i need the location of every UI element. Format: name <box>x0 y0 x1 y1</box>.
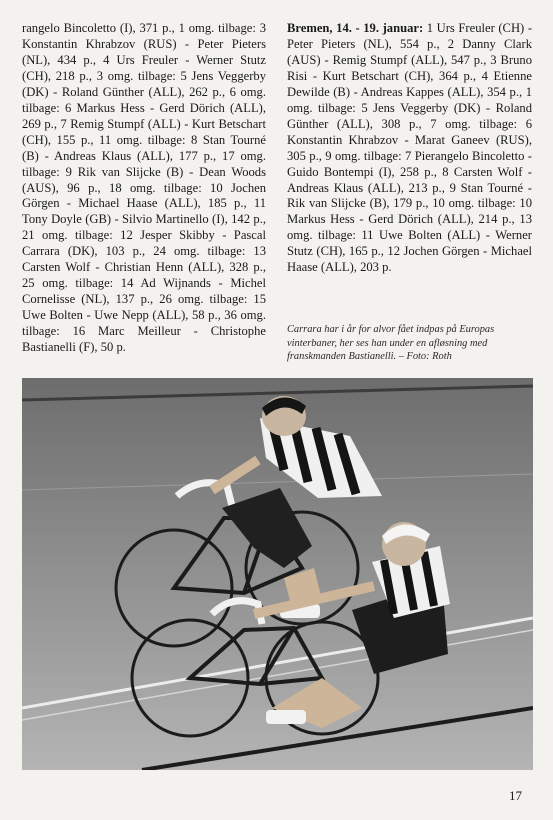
page-number: 17 <box>509 788 522 803</box>
race-results: 1 Urs Freuler (CH) - Peter Pieters (NL), 554 p., 2 Danny Clark (AUS) - Remig Stumpf (ALL), 547 p., 3 Bruno Risi - Kurt Betschart (CH), 364 p., 4 Etienne Dewilde (B) - Andreas Kappes (ALL), 354 p., 1 omg. tilbage: 5 Jens Veggerby (DK) - Roland Günther (ALL), 308 p., 7 omg. tilbage: 6 Konstantin Khrabzov - Marat Ganeev (RUS), 305 p., 9 omg. tilbage: 7 Pierangelo Bincoletto - Guido Bontempi (I), 258 p., 8 Carsten Wolf - Andreas Klaus (ALL), 213 p., 9 Stan Tourné - Rik van Slijcke (B), 179 p., 10 omg. tilbage: 10 Markus Hess - Gerd Dörich (ALL), 214 p., 13 omg. tilbage: 11 Uwe Bolten (ALL) - Werner Stutz (CH), 165 p., 12 Jochen Görgen - Michael Haase (ALL), 203 p. <box>287 21 533 275</box>
photo-caption: Carrara har i år for alvor fået indpas på Europas vinterbaner, her ses han under en afløsning med franskmanden Bastianelli. – Foto: Roth <box>287 324 495 363</box>
cyclists-photo <box>22 378 533 770</box>
results-column-left: rangelo Bincoletto (I), 371 p., 1 omg. tilbage: 3 Konstantin Khrabzov (RUS) - Peter Pieters (NL), 434 p., 4 Urs Freuler - Werner Stutz (CH), 218 p., 3 omg. tilbage: 5 Jens Veggerby (DK) - Roland Günther (ALL), 262 p., 6 omg. tilbage: 6 Markus Hess - Gerd Dörich (ALL), 269 p., 7 Remig Stumpf (ALL) - Kurt Betschart (CH), 155 p., 11 omg. tilbage: 8 Stan Tourné (B) - Andreas Klaus (ALL), 177 p., 17 omg. tilbage: 9 Rik van Slijcke (B) - Dean Woods (AUS), 96 p., 18 omg. tilbage: 10 Jochen Görgen - Michael Haase (ALL), 185 p., 11 Tony Doyle (GB) - Silvio Martinello (I), 142 p., 21 omg. tilbage: 12 Jesper Skibby - Pascal Carrara (DK), 103 p., 24 omg. tilbage: 13 Carsten Wolf - Christian Henn (ALL), 328 p., 25 omg. tilbage: 14 Ad Wijnands - Michel Cornelisse (NL), 137 p., 26 omg. tilbage: 15 Uwe Bolten - Uwe Nepp (ALL), 58 p., 36 omg. tilbage: 16 Marc Meilleur - Christophe Bastianelli (F), 50 p. <box>22 21 266 355</box>
results-column-right <box>287 21 532 276</box>
race-heading: Bremen, 14. - 19. januar: <box>287 21 424 35</box>
